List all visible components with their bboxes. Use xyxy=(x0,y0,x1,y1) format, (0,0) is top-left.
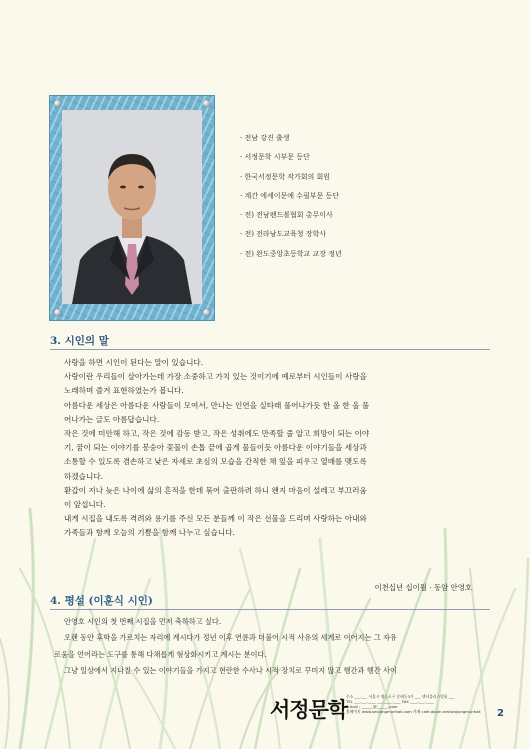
text-line: 가족들과 함께 오늘의 기쁨을 함께 나누고 싶습니다. xyxy=(64,528,235,538)
section-divider xyxy=(50,609,490,610)
author-photo-frame xyxy=(50,96,214,320)
bio-item: · 전) 완도중앙초등학교 교장 정년 xyxy=(240,249,342,258)
text-line: 하겠습니다. xyxy=(64,471,104,481)
contact-line: 주소 ___-___ 서울시 영등포구 문래동3가 ___ 센터플러스빌딩 ___ xyxy=(346,694,455,699)
contact-line: E-mail : ______@______.com xyxy=(346,704,398,709)
frame-pin-icon xyxy=(203,309,210,316)
bio-item: · 전) 전남펜드볼협회 총무이사 xyxy=(240,211,333,220)
section-4-heading: 4. 평설 (이훈식 시인) xyxy=(50,595,153,607)
text-line: 내게 시집을 내도록 격려와 용기를 주신 모든 분들께 이 작은 선물을 드리며 사랑하는 아내와 xyxy=(64,514,367,524)
page-number: 2 xyxy=(497,708,504,719)
contact-line: 홈페이지 www.seojungmunhak.com 카페 cafe.daum.net/seojungmunhak xyxy=(346,709,481,714)
frame-pin-icon xyxy=(203,100,210,107)
text-line: 사랑을 하면 시인이 된다는 말이 있습니다. xyxy=(64,358,204,367)
section-3-heading: 3. 시인의 말 xyxy=(50,335,109,347)
bio-item: · 전남 강진 출생 xyxy=(240,134,290,142)
bio-item: · 한국서정문학 작가회의 회원 xyxy=(240,172,331,181)
contact-line: TEL ___-___-____ ___-____-____ FAX ____-___-____ xyxy=(346,699,434,704)
poet-words-text xyxy=(64,356,369,541)
commentary-text xyxy=(54,614,397,680)
text-line: 안영호 시인의 첫 번째 시집을 먼저 축하하고 싶다. xyxy=(64,617,222,626)
text-line: 그냥 일상에서 지나칠 수 있는 이야기들을 가지고 현란한 수사나 시적 장치로 꾸미지 않고 행간과 행간 사이 xyxy=(64,666,397,676)
author-bio-list xyxy=(240,129,342,264)
frame-pin-icon xyxy=(54,309,61,316)
author-portrait-illustration xyxy=(62,110,202,304)
text-line: 아름다운 세상은 아름다운 사람들이 모여서, 만나는 인연을 실타래 풀어나가듯 한 올 한 올 풀 xyxy=(64,400,370,410)
text-line: 어나가는 글도 아름답습니다. xyxy=(64,414,160,424)
text-line: 소통할 수 있도록 겸손하고 낮은 자세로 초심의 모습을 간직한 채 잎을 피우고 열매를 맺도록 xyxy=(64,457,367,467)
publisher-logo: 서정문학 xyxy=(270,698,348,722)
text-line: 노래하며 즐겨 표현하였는가 봅니다. xyxy=(64,386,184,396)
publisher-contact-info xyxy=(346,694,481,714)
text-line: 사랑이란 우리들이 살아가는데 가장 소중하고 가치 있는 것이기에 예로부터 시인들이 사랑을 xyxy=(64,372,367,382)
text-line: 환갑이 지나 늦은 나이에 삶의 흔적을 한데 묶어 출판하려 하니 왠지 마음이 설레고 부끄러움 xyxy=(64,485,367,495)
text-line: 작은 것에 미안해 하고, 작은 것에 감동 받고, 작은 성취에도 만족할 줄 알고 희망이 되는 이야 xyxy=(64,429,370,439)
frame-pin-icon xyxy=(54,100,61,107)
bio-item: · 계간 에세이문예 수필부문 등단 xyxy=(240,191,340,200)
text-line: 기, 꿈이 되는 이야기를 봉숭아 꽃물이 손톱 끝에 곱게 물들이듯 아름다운 이야기들을 세상과 xyxy=(64,443,367,453)
text-line: 로움을 언어라는 도구를 통해 다채롭게 형상화시키고 계시는 분이다. xyxy=(54,649,267,659)
text-line: 이 앞섭니다. xyxy=(64,500,106,510)
bio-item: · 서정문학 시부문 등단 xyxy=(240,153,310,162)
text-line: 오랜 동안 후학을 가르치는 자리에 계시다가 정년 이후 연륜과 더불어 시적 사유의 세계로 이어지는 그 자유 xyxy=(64,633,397,643)
author-portrait xyxy=(62,110,202,304)
signature: 이천십년 십이월 · 동암 안영호 xyxy=(374,583,472,592)
section-divider xyxy=(50,349,490,350)
bio-item: · 전) 전라남도교육청 장학사 xyxy=(240,230,327,239)
